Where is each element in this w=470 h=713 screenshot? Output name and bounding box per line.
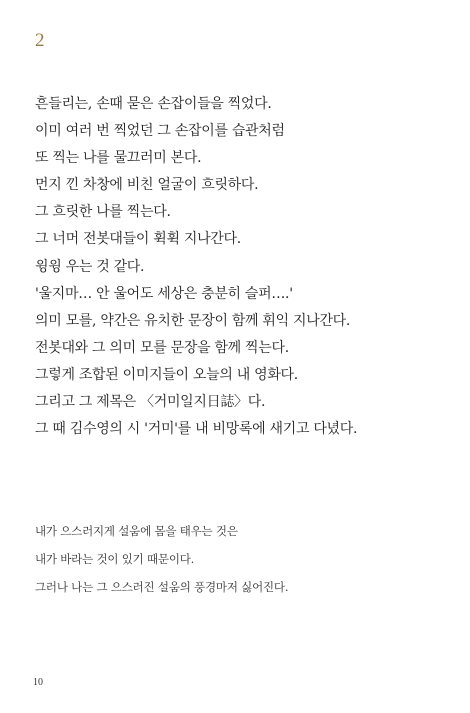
poem-line: 그리고 그 제목은 〈거미일지日誌〉다. — [35, 394, 266, 411]
poem-line: 그 너머 전봇대들이 휙휙 지나간다. — [35, 231, 241, 248]
poem-line: 이미 여러 번 찍었던 그 손잡이를 습관처럼 — [35, 123, 285, 140]
poem-body — [35, 97, 455, 449]
poem-line: 그렇게 조합된 이미지들이 오늘의 내 영화다. — [35, 366, 298, 383]
poem-line: 그 흐릿한 나를 찍는다. — [35, 204, 171, 221]
chapter-number: 2 — [35, 30, 45, 51]
poem-line: 먼지 낀 차창에 비친 얼굴이 흐릿하다. — [35, 177, 259, 194]
poem-line: '울지마… 안 울어도 세상은 충분히 슬퍼….' — [35, 285, 293, 302]
poem-line: 윙윙 우는 것 같다. — [35, 258, 145, 275]
quoted-verse-line: 내가 바라는 것이 있기 때문이다. — [35, 552, 195, 566]
poem-line: 의미 모를, 약간은 유치한 문장이 함께 휘익 지나간다. — [35, 312, 351, 329]
poem-line: 흔들리는, 손때 묻은 손잡이들을 찍었다. — [35, 96, 272, 112]
page-number: 10 — [33, 677, 43, 688]
poem-line: 그 때 김수영의 시 '거미'를 내 비망록에 새기고 다녔다. — [35, 421, 358, 438]
poem-line: 전봇대와 그 의미 모를 문장을 함께 찍는다. — [35, 339, 289, 356]
quoted-verse-line: 내가 으스러지게 설움에 몸을 태우는 것은 — [35, 524, 238, 538]
poem-line: 또 찍는 나를 물끄러미 본다. — [35, 150, 202, 167]
quoted-verse — [35, 524, 455, 608]
quoted-verse-line: 그러나 나는 그 으스러진 설움의 풍경마저 싫어진다. — [35, 580, 289, 594]
